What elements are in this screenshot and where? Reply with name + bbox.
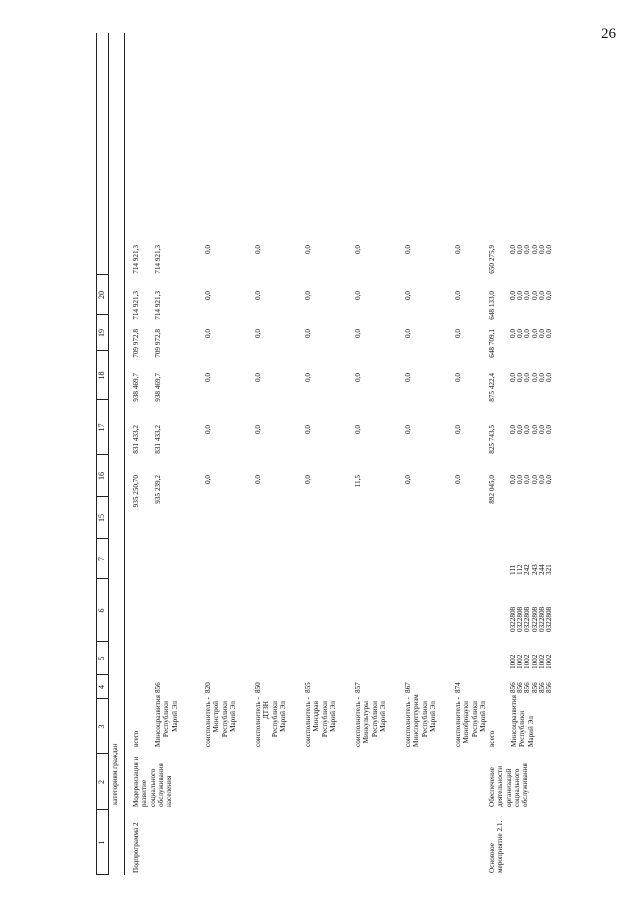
- executor-name: соисполнитель - Минкультуры Республики Марий Эл: [354, 697, 387, 747]
- amount-c20: 714 921,3: [154, 245, 162, 274]
- amount-c15: 0,0: [454, 475, 462, 484]
- admin-code: 867: [404, 682, 412, 693]
- amount-c16: 0,0: [254, 425, 262, 434]
- amount-c17: 0,0: [454, 373, 462, 382]
- amount-c18: 0,0: [454, 329, 462, 338]
- amount-c16: 0,0: [454, 425, 462, 434]
- executor-name: соисполнитель - Минобрнауки Республики Марий Эл: [454, 697, 487, 747]
- amount-c16: 0,0: [204, 425, 212, 434]
- amount-c15: 0,0: [204, 475, 212, 484]
- amount-c19: 0,0: [254, 291, 262, 300]
- header-bottom-rule: [108, 33, 109, 875]
- executor-name: соисполнитель - ДТЗН Республики Марий Эл: [254, 697, 287, 747]
- admin-code: 874: [454, 682, 462, 693]
- activity-total-label: всего: [488, 730, 496, 747]
- amount-c20: 0,0: [254, 245, 262, 254]
- activity-total-c16: 825 743,5: [488, 425, 496, 454]
- amount-c16: 0,0: [354, 425, 362, 434]
- amount-c18: 709 972,8: [154, 329, 162, 358]
- amount-c17: 0,0: [404, 373, 412, 382]
- column-header-5: 5: [97, 656, 106, 661]
- budget-table: [96, 33, 611, 875]
- column-header-20: 20: [97, 291, 106, 299]
- amount-c18: 0,0: [354, 329, 362, 338]
- amount-c19: 714 921,3: [154, 291, 162, 320]
- amount-c15: 935 250,70: [132, 475, 140, 508]
- activity-c15: 0,0 0,0 0,0 0,0 0,0 0,0: [509, 475, 554, 484]
- column-header-7: 7: [97, 557, 106, 561]
- activity-c17: 0,0 0,0 0,0 0,0 0,0 0,0: [509, 373, 554, 382]
- admin-code: 855: [304, 682, 312, 693]
- executor-name: соисполнитель - Минспорттуризм Республики Марий Эл: [404, 694, 437, 747]
- activity-title: Основное мероприятие 2.1.: [488, 820, 505, 873]
- admin-code: 820: [204, 682, 212, 693]
- activity-total-c18: 648 709,1: [488, 329, 496, 358]
- amount-c20: 0,0: [304, 245, 312, 254]
- column-header-19: 19: [97, 329, 106, 337]
- amount-c20: 0,0: [354, 245, 362, 254]
- amount-c20: 0,0: [204, 245, 212, 254]
- amount-c20: 0,0: [404, 245, 412, 254]
- amount-c20: 714 921,3: [132, 245, 140, 274]
- activity-total-c20: 650 275,9: [488, 245, 496, 274]
- admin-code: 850: [254, 682, 262, 693]
- activity-name: Обеспечение деятельности организаций социального обслуживания: [488, 763, 530, 807]
- column-header-15: 15: [97, 514, 106, 522]
- column-header-6: 6: [97, 608, 106, 613]
- amount-c17: 938 469,7: [154, 373, 162, 402]
- amount-c18: 0,0: [254, 329, 262, 338]
- activity-total-c19: 648 133,0: [488, 291, 496, 320]
- activity-c16: 0,0 0,0 0,0 0,0 0,0 0,0: [509, 425, 554, 434]
- amount-c18: 709 972,8: [132, 329, 140, 358]
- activity-col5: 1002 1002 1002 1002 1002 1002: [509, 654, 554, 669]
- amount-c15: 0,0: [304, 475, 312, 484]
- subprogram-name: Модернизация и развитие социального обслуживания населения: [132, 756, 174, 807]
- column-header-18: 18: [97, 371, 106, 380]
- amount-c16: 831 433,2: [154, 425, 162, 454]
- activity-executor: Минсоцразвития Республики Марий Эл: [510, 695, 535, 747]
- amount-c17: 0,0: [204, 373, 212, 382]
- subprogram-title: Подпрограмма 2: [132, 822, 140, 873]
- amount-c15: 935 239,2: [154, 475, 162, 504]
- amount-c17: 0,0: [304, 373, 312, 382]
- amount-c19: 714 921,3: [132, 291, 140, 320]
- activity-col6: 0322808 0322808 0322808 0322808 0322808 0322808: [509, 606, 554, 632]
- activity-c18: 0,0 0,0 0,0 0,0 0,0 0,0: [509, 329, 554, 338]
- executor-name: Минсоцразвития Республики Марий Эл: [154, 695, 179, 747]
- amount-c19: 0,0: [304, 291, 312, 300]
- executor-name: всего: [132, 730, 140, 747]
- amount-c18: 0,0: [304, 329, 312, 338]
- activity-c19: 0,0 0,0 0,0 0,0 0,0 0,0: [509, 291, 554, 300]
- column-header-1: 1: [97, 840, 106, 845]
- activity-col7: 111 112 242 243 244 321: [509, 564, 554, 575]
- executor-name: соисполнитель - Минздрав Республики Марий Эл: [304, 697, 337, 747]
- amount-c18: 0,0: [404, 329, 412, 338]
- amount-c15: 0,0: [254, 475, 262, 484]
- amount-c17: 0,0: [354, 373, 362, 382]
- column-header-4: 4: [97, 685, 106, 689]
- column-header-3: 3: [97, 724, 106, 729]
- executor-name: соисполнитель - Минстрой Республики Марий Эл: [204, 697, 237, 747]
- amount-c15: 0,0: [404, 475, 412, 484]
- amount-c16: 831 433,2: [132, 425, 140, 454]
- admin-code: 857: [354, 682, 362, 693]
- amount-c19: 0,0: [404, 291, 412, 300]
- activity-total-c17: 875 422,4: [488, 373, 496, 402]
- amount-c17: 938 469,7: [132, 373, 140, 402]
- amount-c17: 0,0: [254, 373, 262, 382]
- page-number: 26: [601, 26, 616, 42]
- column-header-16: 16: [97, 472, 106, 480]
- amount-c16: 0,0: [404, 425, 412, 434]
- amount-c19: 0,0: [204, 291, 212, 300]
- activity-col4: 856 856 856 856 856 856: [509, 682, 554, 693]
- amount-c15: 11,5: [354, 475, 362, 488]
- amount-c19: 0,0: [454, 291, 462, 300]
- amount-c19: 0,0: [354, 291, 362, 300]
- section-rule: [124, 33, 125, 875]
- activity-c20: 0,0 0,0 0,0 0,0 0,0 0,0: [509, 245, 554, 254]
- continuation-text: категориям граждан: [111, 743, 119, 805]
- admin-code: 856: [154, 682, 162, 693]
- activity-total-c15: 892 045,0: [488, 475, 496, 504]
- amount-c18: 0,0: [204, 329, 212, 338]
- column-header-2: 2: [97, 780, 106, 784]
- column-header-17: 17: [97, 423, 106, 432]
- amount-c20: 0,0: [454, 245, 462, 254]
- amount-c16: 0,0: [304, 425, 312, 434]
